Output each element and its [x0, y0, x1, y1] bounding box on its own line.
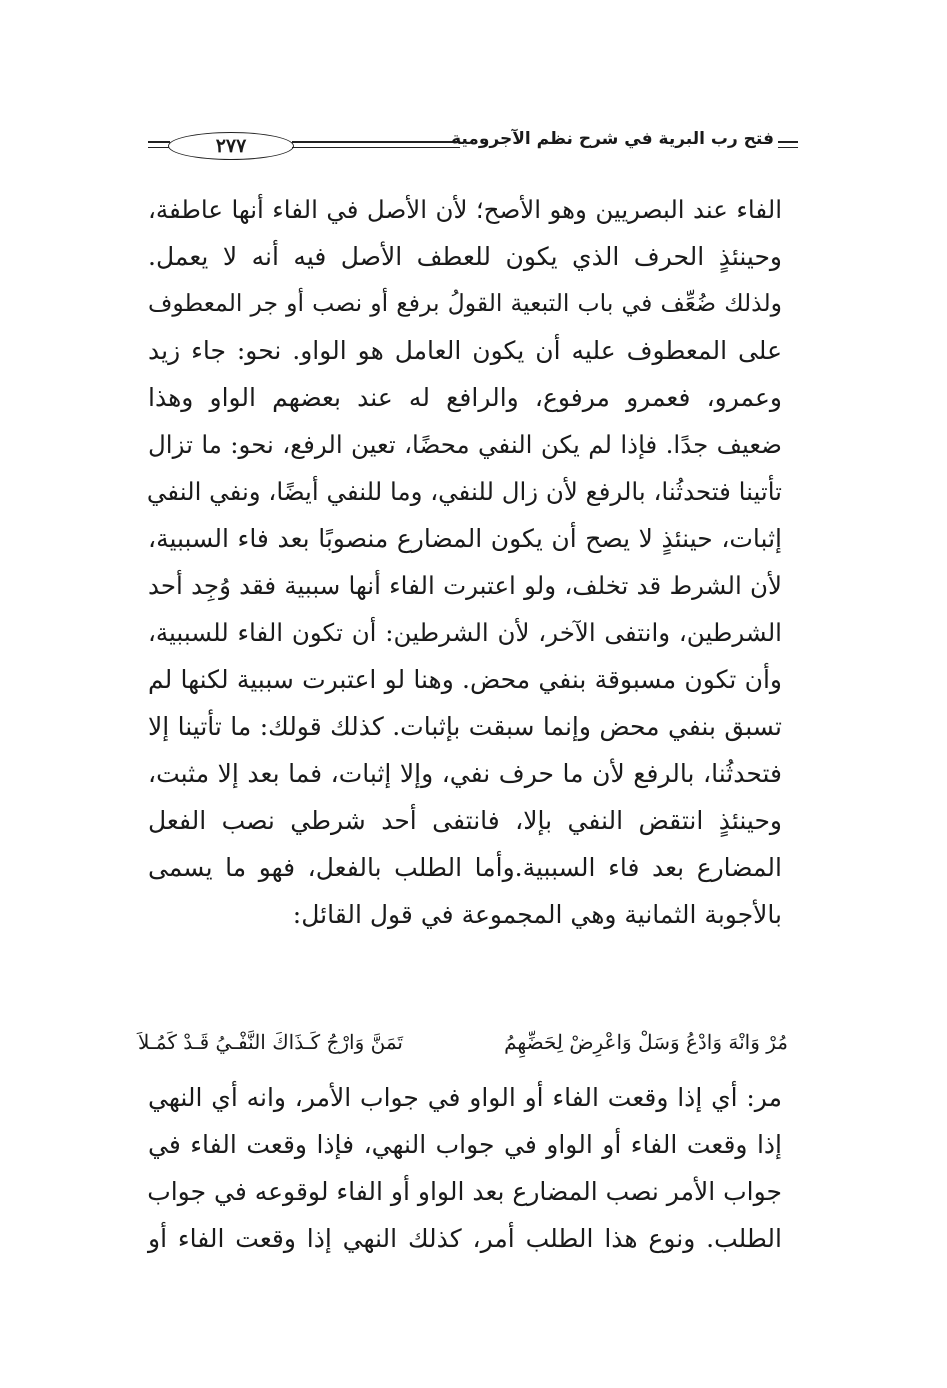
text-line: على المعطوف عليه أن يكون العامل هو الواو. نحو: جاء زيد	[148, 336, 782, 365]
text-line: وعمرو، فعمرو مرفوع، والرافع له عند بعضهم الواو وهذا	[148, 383, 782, 412]
text-line: إذا وقعت الفاء أو الواو في جواب النهي، فإذا وقعت الفاء في	[148, 1130, 782, 1159]
body-paragraph-2	[148, 1074, 782, 1262]
text-line: وحينئذٍ انتقض النفي بإلا، فانتفى أحد شرطي نصب الفعل	[148, 806, 782, 835]
text-line: فتحدثُنا، بالرفع لأن ما حرف نفي، وإلا إثبات، فما بعد إلا مثبت،	[148, 759, 782, 788]
text-line: ضعيف جدًا. فإذا لم يكن النفي محضًا، تعين الرفع، نحو: ما تزال	[148, 430, 782, 459]
text-line: الشرطين، وانتفى الآخر، لأن الشرطين: أن تكون الفاء للسببية،	[148, 618, 782, 647]
text-line: لأن الشرط قد تخلف، ولو اعتبرت الفاء أنها سببية فقد وُجِد أحد	[148, 571, 782, 600]
text-line: المضارع بعد فاء السببية.وأما الطلب بالفعل، فهو ما يسمى	[148, 853, 782, 882]
text-line: مر: أي إذا وقعت الفاء أو الواو في جواب الأمر، وانه أي النهي	[148, 1083, 782, 1112]
text-line: بالأجوبة الثمانية وهي المجموعة في قول القائل:	[292, 900, 782, 929]
text-line: تأتينا فتحدثُنا، بالرفع لأن زال للنفي، وما للنفي أيضًا، ونفي النفي	[146, 477, 782, 506]
text-line: الطلب. ونوع هذا الطلب أمر، كذلك النهي إذا وقعت الفاء أو	[148, 1224, 782, 1253]
running-title: فتح رب البرية في شرح نظم الآجرومية	[451, 129, 774, 149]
body-paragraph-1	[148, 186, 782, 938]
header-rule-right-lower	[778, 147, 798, 148]
header-rule-middle-lower	[292, 147, 460, 148]
verse-first-hemistich: مُرْ وَانْهَ وَادْعُ وَسَلْ وَاعْرِضْ لِحَضِّهِمُ	[504, 1030, 788, 1054]
text-line: جواب الأمر نصب المضارع بعد الواو أو الفاء لوقوعه في جواب	[147, 1177, 782, 1206]
text-line: تسبق بنفي محض وإنما سبقت بإثبات. كذلك قولك: ما تأتينا إلا	[148, 712, 782, 741]
text-line: وأن تكون مسبوقة بنفي محض. وهنا لو اعتبرت سببية لكنها لم	[148, 665, 782, 694]
poem-verse	[138, 1022, 788, 1062]
page-number	[168, 132, 294, 160]
page-number-text: ٢٧٧	[215, 135, 247, 157]
header-rule-left-lower	[148, 147, 170, 148]
page-header	[148, 128, 798, 164]
text-line: وحينئذٍ الحرف الذي يكون للعطف الأصل فيه أنه لا يعمل.	[148, 242, 782, 271]
verse-second-hemistich: تَمَنَّ وَارْجُ كَـذَاكَ النَّفْـيُ قَـدْ كَمُـلاَ	[138, 1030, 403, 1054]
text-line: إثبات، حينئذٍ لا يصح أن يكون المضارع منصوبًا بعد فاء السببية،	[148, 524, 782, 553]
header-rule-right	[778, 141, 798, 143]
text-line: ولذلك ضُعِّف في باب التبعية القولُ برفع أو نصب أو جر المعطوف	[148, 289, 782, 317]
text-line: الفاء عند البصريين وهو الأصح؛ لأن الأصل في الفاء أنها عاطفة،	[148, 195, 782, 224]
header-rule-middle	[292, 141, 460, 143]
header-rule-left	[148, 141, 170, 143]
